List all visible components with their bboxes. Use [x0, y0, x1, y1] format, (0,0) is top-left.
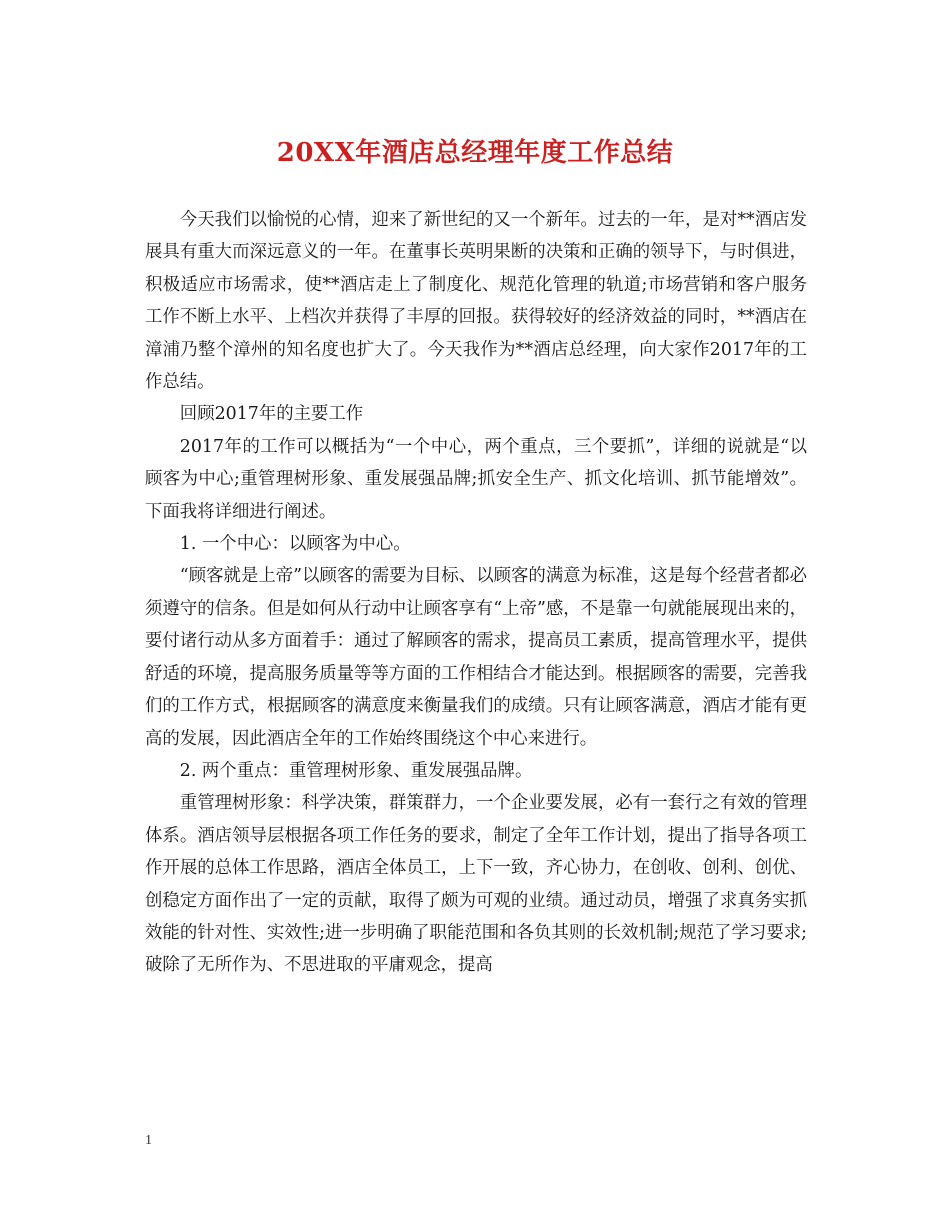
document-title: 20XX年酒店总经理年度工作总结	[276, 138, 674, 168]
paragraph-summary: 2017年的工作可以概括为“一个中心，两个重点，三个要抓”，详细的说就是“以顾客为中心;重管理树形象、重发展强品牌;抓安全生产、抓文化培训、抓节能增效”。下面我将详细进行阐述。	[145, 436, 807, 522]
paragraph-customer-focus: “顾客就是上帝”以顾客的需要为目标、以顾客的满意为标准，这是每个经营者都必须遵守的信条。但是如何从行动中让顾客享有“上帝”感，不是靠一句就能展现出来的，要付诸行动从多方面着手：通过了解顾客的需求，提高员工素质，提高管理水平，提供舒适的环境，提高服务质量等等方面的工作相结合才能达到。根据顾客的需要，完善我们的工作方式，根据顾客的满意度来衡量我们的成绩。只有让顾客满意，酒店才能有更高的发展，因此酒店全年的工作始终围绕这个中心来进行。	[145, 566, 807, 749]
paragraph-section-1-heading: 1. 一个中心：以顾客为中心。	[179, 534, 411, 555]
paragraph-section-2-heading: 2. 两个重点：重管理树形象、重发展强品牌。	[179, 760, 533, 781]
page-number: 1	[145, 1133, 152, 1148]
paragraph-intro: 今天我们以愉悦的心情，迎来了新世纪的又一个新年。过去的一年，是对**酒店发展具有重大而深远意义的一年。在董事长英明果断的决策和正确的领导下，与时俱进，积极适应市场需求，使**酒店走上了制度化、规范化管理的轨道;市场营销和客户服务工作不断上水平、上档次并获得了丰厚的回报。获得较好的经济效益的同时，**酒店在漳浦乃整个漳州的知名度也扩大了。今天我作为**酒店总经理，向大家作2017年的工作总结。	[145, 210, 807, 393]
document-body	[145, 204, 807, 982]
paragraph-review-heading: 回顾2017年的主要工作	[179, 404, 364, 425]
paragraph-management: 重管理树形象：科学决策，群策群力，一个企业要发展，必有一套行之有效的管理体系。酒店领导层根据各项工作任务的要求，制定了全年工作计划，提出了指导各项工作开展的总体工作思路，酒店全体员工，上下一致，齐心协力，在创收、创利、创优、创稳定方面作出了一定的贡献，取得了颇为可观的业绩。通过动员，增强了求真务实抓效能的针对性、实效性;进一步明确了职能范围和各负其则的长效机制;规范了学习要求;破除了无所作为、不思进取的平庸观念，提高	[145, 793, 807, 976]
